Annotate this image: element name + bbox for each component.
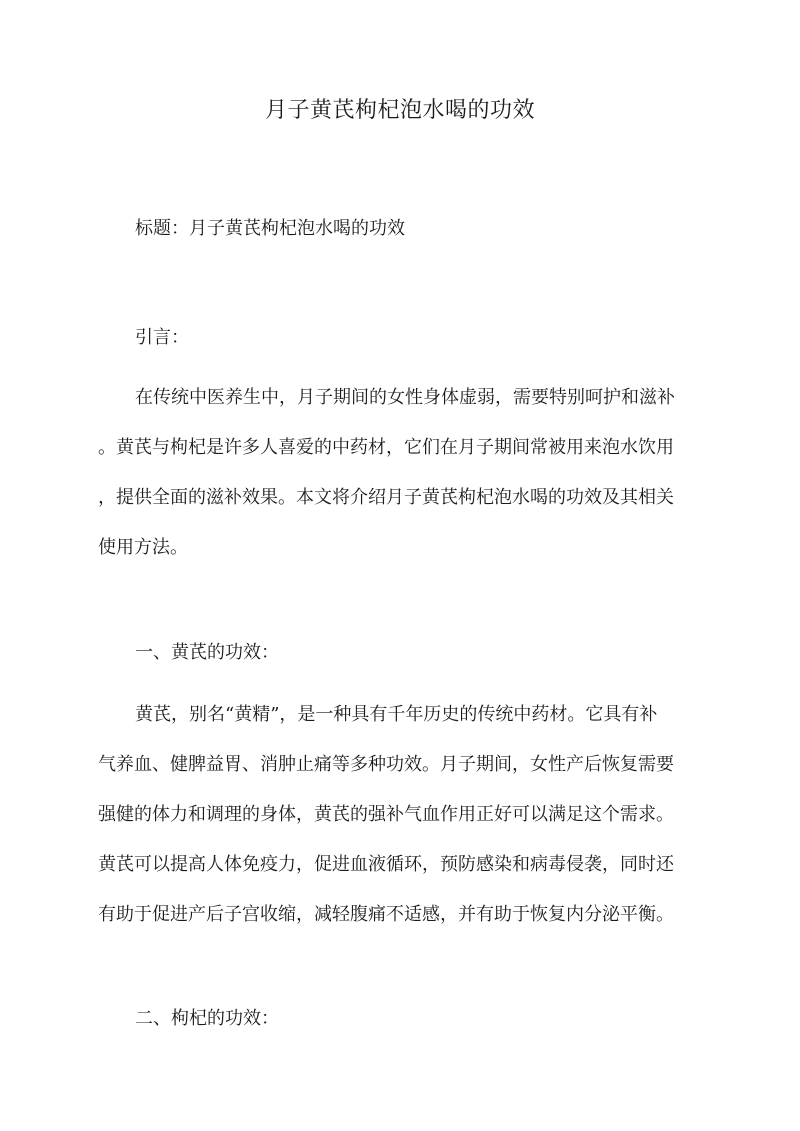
section-heading-goji: 二、枸杞的功效： [135, 1008, 279, 1029]
astragalus-paragraph-line: 强健的体力和调理的身体，黄芪的强补气血作用正好可以满足这个需求。 [98, 804, 674, 825]
intro-heading: 引言： [135, 327, 189, 348]
astragalus-paragraph-line: 有助于促进产后子宫收缩，减轻腹痛不适感，并有助于恢复内分泌平衡。 [98, 904, 674, 925]
document-title: 月子黄芪枸杞泡水喝的功效 [264, 98, 535, 123]
subtitle-line: 标题：月子黄芪枸杞泡水喝的功效 [135, 218, 405, 239]
astragalus-paragraph-line: 黄芪，别名“黄精”，是一种具有千年历史的传统中药材。它具有补 [135, 704, 658, 725]
intro-paragraph-line: 。黄芪与枸杞是许多人喜爱的中药材，它们在月子期间常被用来泡水饮用 [98, 437, 674, 458]
intro-paragraph-line: 在传统中医养生中，月子期间的女性身体虚弱，需要特别呵护和滋补 [135, 387, 675, 408]
section-heading-astragalus: 一、黄芪的功效： [135, 642, 279, 663]
intro-paragraph-line: ，提供全面的滋补效果。本文将介绍月子黄芪枸杞泡水喝的功效及其相关 [98, 487, 674, 508]
astragalus-paragraph-line: 气养血、健脾益胃、消肿止痛等多种功效。月子期间，女性产后恢复需要 [98, 754, 674, 775]
intro-paragraph-line: 使用方法。 [98, 537, 188, 558]
astragalus-paragraph-line: 黄芪可以提高人体免疫力，促进血液循环，预防感染和病毒侵袭，同时还 [98, 854, 674, 875]
